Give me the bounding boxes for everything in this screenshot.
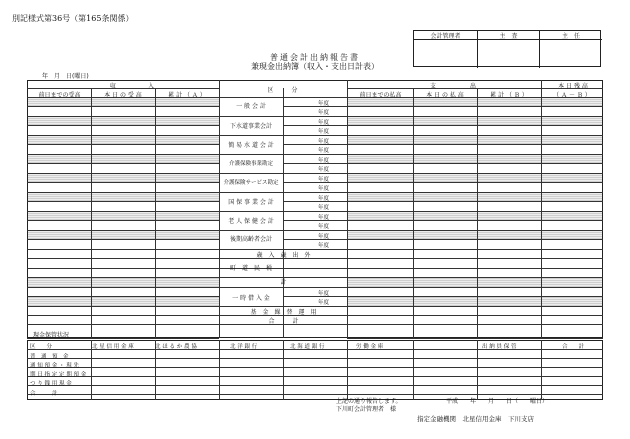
category-town-tax: 町 道 民 税 — [229, 265, 272, 272]
category-national-health: 国 保 事 業 会 計 — [228, 199, 274, 206]
grid-line — [283, 201, 347, 202]
category-general: 一 般 会 計 — [236, 103, 266, 110]
shaded-row — [347, 136, 602, 144]
grid-line — [347, 125, 603, 126]
grid-line — [27, 163, 219, 164]
category-elderly-health: 老 人 保 健 会 計 — [228, 218, 274, 225]
cash-row-total: 合 計 — [30, 391, 58, 397]
cash-grid-line — [541, 340, 542, 400]
category-care-insurance: 介護保険事業勘定 — [228, 161, 273, 167]
cash-bank-horoka: 北 ほ る か 農 協 — [155, 344, 197, 350]
category-late-elderly: 後期高齢者会計 — [229, 236, 272, 243]
page-subtitle: 兼現金出納簿（収入・支出日計表） — [251, 62, 379, 71]
fiscal-year-label: 年度 — [318, 167, 330, 173]
grid-line — [347, 324, 603, 325]
shaded-row — [28, 155, 219, 163]
grid-line — [283, 239, 347, 240]
cash-bank-rokin: 労 働 金 庫 — [356, 344, 384, 350]
grid-line — [27, 258, 219, 259]
expense-group-left: 支 — [430, 83, 437, 90]
grid-line — [27, 125, 219, 126]
cash-grid-line — [413, 340, 414, 400]
category-sewer: 下水道事業会計 — [229, 123, 272, 130]
grid-line — [347, 306, 603, 307]
shaded-row — [28, 174, 219, 182]
shaded-row — [347, 174, 602, 182]
grid-line — [283, 144, 347, 145]
approval-header-treasurer: 会計管理者 — [414, 31, 478, 40]
category-header: 区 分 — [267, 87, 298, 94]
income-col-prev: 前日までの受高 — [38, 92, 81, 99]
income-col-today: 本 日 の 受 高 — [104, 92, 142, 99]
grid-line — [347, 268, 603, 269]
shaded-row — [347, 212, 602, 220]
grid-line — [27, 144, 219, 145]
cash-col-custody: 出 納 員 保 管 — [482, 344, 517, 350]
cash-grid-line — [27, 394, 603, 395]
footer-institution: 指定金融機関 北星信用金庫 下川支店 — [417, 415, 534, 423]
shaded-row — [347, 297, 602, 306]
grid-line — [27, 220, 219, 221]
income-col-total: 累 計 （ Ａ ） — [168, 92, 206, 99]
grid-line — [27, 287, 219, 288]
expense-group-header: 出 — [470, 83, 477, 90]
income-group-left: 収 — [110, 83, 117, 90]
grid-line — [347, 182, 603, 183]
fiscal-year-label: 年度 — [318, 139, 330, 145]
grid-line — [283, 163, 347, 164]
grid-line — [283, 287, 284, 306]
grid-line — [283, 106, 347, 107]
grid-line — [27, 268, 219, 269]
footer-date: 平成 年 月 日（ 曜日） — [446, 398, 549, 405]
approval-header-officer: 主 任 — [540, 31, 602, 40]
report-statement: 上記の通り報告します。 — [336, 398, 402, 405]
grid-line — [27, 88, 219, 89]
grid-line — [541, 80, 542, 338]
grid-line — [155, 88, 156, 338]
grid-line — [91, 88, 92, 338]
expense-col-prev: 前日までの払高 — [359, 92, 402, 99]
shaded-row — [347, 98, 602, 106]
cash-col-total: 合 計 — [562, 344, 585, 350]
shaded-row — [28, 98, 219, 106]
fiscal-year-label: 年度 — [318, 101, 330, 107]
grid-line — [27, 306, 219, 307]
category-water: 簡 易 水 道 会 計 — [228, 142, 274, 149]
cash-bank-hokkaido: 北 海 道 銀 行 — [290, 344, 325, 350]
shaded-row — [28, 117, 219, 125]
income-group-header: 入 — [148, 83, 155, 90]
fiscal-year-label: 年度 — [318, 196, 330, 202]
category-out-of-budget: 歳 入 歳 出 外 — [256, 252, 311, 259]
grid-line — [347, 80, 348, 338]
fiscal-year-label: 年度 — [318, 110, 330, 116]
shaded-row — [28, 212, 219, 220]
form-label: 別記様式第36号（第165条関係） — [12, 14, 134, 23]
grid-line — [347, 287, 603, 288]
expense-col-today: 本 日 の 払 高 — [426, 92, 464, 99]
cash-grid-line — [477, 340, 478, 400]
grid-line — [347, 220, 603, 221]
shaded-row — [28, 297, 219, 306]
grid-line — [347, 258, 603, 259]
grid-line — [283, 296, 347, 297]
grid-line — [413, 88, 414, 338]
shaded-row — [28, 231, 219, 239]
category-total: 合 計 — [268, 318, 299, 325]
grid-line — [347, 144, 603, 145]
cash-grid-line — [283, 340, 284, 400]
cash-row-notice: 通 知 預 金 ・ 現 先 — [30, 363, 79, 369]
grid-line — [27, 106, 219, 107]
grid-line — [27, 201, 219, 202]
fiscal-year-label: 年度 — [318, 224, 330, 230]
grid-line — [27, 249, 219, 250]
shaded-row — [28, 136, 219, 144]
grid-line — [27, 182, 219, 183]
shaded-row — [347, 155, 602, 163]
grid-line — [27, 324, 219, 325]
shaded-row — [28, 193, 219, 201]
grid-line — [347, 315, 603, 316]
cash-grid-line — [219, 340, 220, 400]
approval-header-chief: 主 査 — [478, 31, 540, 40]
grid-line — [283, 125, 347, 126]
shaded-row — [347, 231, 602, 239]
category-fund-transfer: 基 金 繰 替 運 用 — [250, 309, 317, 316]
grid-line — [347, 201, 603, 202]
grid-line — [27, 315, 219, 316]
cash-grid-line — [347, 340, 348, 400]
category-care-service: 介護保険サービス勘定 — [223, 180, 279, 186]
footer-official: 下川町会計管理者 様 — [336, 406, 397, 413]
cash-row-fixed-term: 期 日 指 定 定 期 預 金 — [30, 372, 87, 378]
grid-line — [347, 249, 603, 250]
fiscal-year-label: 年度 — [318, 300, 330, 306]
grid-line — [347, 338, 603, 339]
grid-line — [347, 163, 603, 164]
cash-bank-hokuyo: 北 洋 銀 行 — [230, 344, 258, 350]
cash-grid-line — [27, 376, 603, 377]
expense-col-total: 累 計 （ Ｂ ） — [490, 92, 528, 99]
shaded-row — [347, 278, 602, 287]
cash-grid-line — [27, 367, 603, 368]
fiscal-year-label: 年度 — [318, 148, 330, 154]
grid-line — [283, 220, 347, 221]
fiscal-year-label: 年度 — [318, 243, 330, 249]
fiscal-year-label: 年度 — [318, 186, 330, 192]
fiscal-year-label: 年度 — [318, 120, 330, 126]
fiscal-year-label: 年度 — [318, 205, 330, 211]
grid-line — [283, 97, 284, 249]
grid-line — [27, 239, 219, 240]
grid-line — [347, 239, 603, 240]
fiscal-year-label: 年度 — [318, 158, 330, 164]
grid-line — [477, 88, 478, 338]
category-temp-borrow: 一 時 借 入 金 — [232, 295, 270, 302]
cash-row-change: つ り 銭 用 現 金 — [30, 381, 72, 387]
cash-corner-label: 区 分 — [30, 344, 53, 350]
balance-group-header: 本 日 残 高 — [558, 83, 588, 90]
fiscal-year-label: 年度 — [318, 215, 330, 221]
cash-bank-shinkin: 北 星 信 用 金 庫 — [92, 344, 134, 350]
grid-line — [219, 80, 220, 338]
cash-row-ordinary: 普 通 預 金 — [30, 354, 69, 360]
date-line: 年 月 日(曜日) — [42, 73, 89, 80]
balance-col: （ Ａ － Ｂ ） — [553, 92, 591, 99]
cash-grid-line — [27, 385, 603, 386]
cash-grid-line — [27, 358, 603, 359]
grid-line — [283, 258, 284, 277]
fiscal-year-label: 年度 — [318, 291, 330, 297]
fiscal-year-label: 年度 — [318, 177, 330, 183]
category-subtotal: 計 — [280, 279, 287, 286]
grid-line — [347, 106, 603, 107]
shaded-row — [28, 278, 219, 287]
cash-section-title: 現金保管状況 — [33, 332, 70, 339]
page-title: 普通会計出納報告書 — [270, 53, 360, 62]
fiscal-year-label: 年度 — [318, 234, 330, 240]
fiscal-year-label: 年度 — [318, 129, 330, 135]
grid-line — [283, 182, 347, 183]
shaded-row — [347, 193, 602, 201]
shaded-row — [347, 117, 602, 125]
